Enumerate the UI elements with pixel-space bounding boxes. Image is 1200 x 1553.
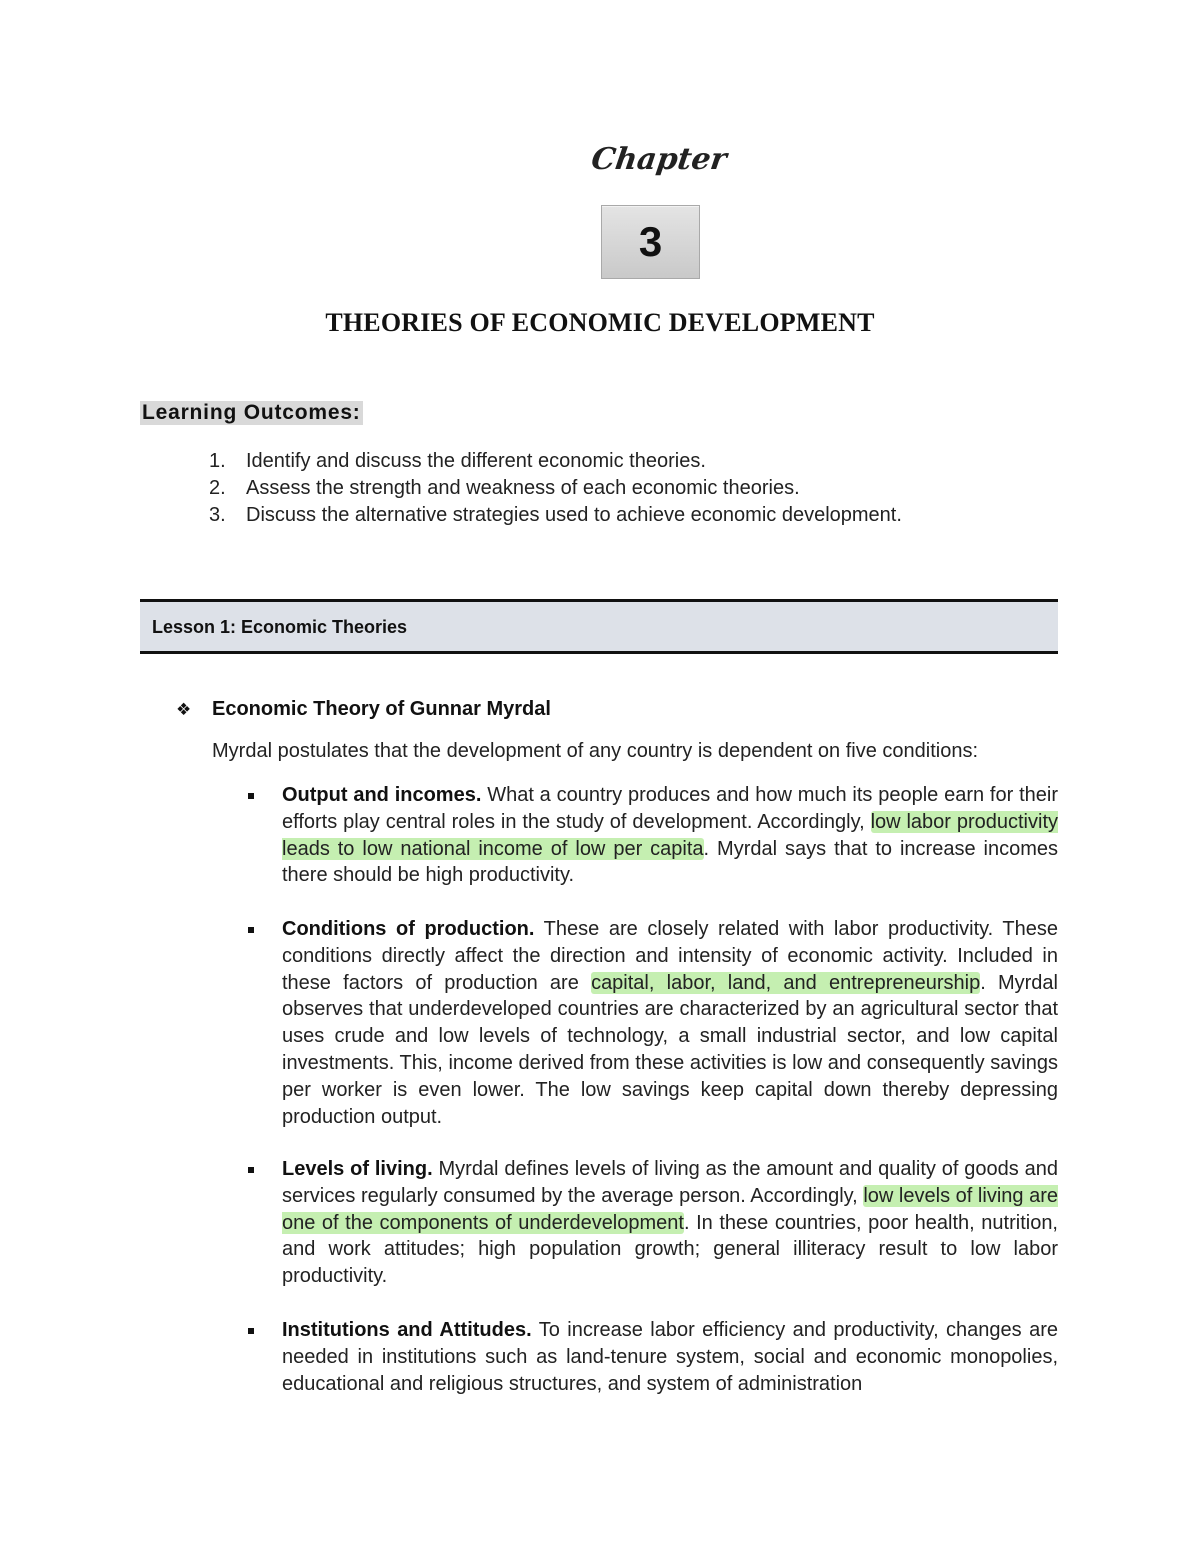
- list-text: Discuss the alternative strategies used to achieve economic development.: [246, 504, 902, 526]
- lesson-title: Lesson 1: Economic Theories: [152, 617, 408, 637]
- highlighted-text: low labor productivity leads to low national income of low per capita: [282, 810, 1058, 860]
- theory-heading: [176, 698, 551, 721]
- condition-text: . Myrdal observes that underdeveloped countries are characterized by an agricultural sector that uses crude and low levels of technology, a small industrial sector, and low capital investments. This, income derived from these activities is low and consequently savings per worker is even lower. The low savings keep capital down thereby depressing production output.: [282, 971, 1058, 1128]
- theory-intro: Myrdal postulates that the development of any country is dependent on five conditions:: [212, 740, 979, 762]
- square-bullet-icon: [248, 1167, 254, 1173]
- chapter-number-box: [601, 205, 700, 279]
- chapter-number: 3: [638, 218, 663, 265]
- square-bullet-icon: [248, 1328, 254, 1334]
- list-text: Assess the strength and weakness of each economic theories.: [246, 477, 800, 499]
- condition-term: Institutions and Attitudes.: [282, 1319, 532, 1341]
- theory-heading-text: Economic Theory of Gunnar Myrdal: [212, 698, 551, 720]
- condition-paragraph: [282, 1156, 1058, 1290]
- list-item: [209, 475, 902, 502]
- condition-term: Conditions of production.: [282, 918, 535, 940]
- list-item: [209, 448, 902, 475]
- chapter-label: Chapter: [589, 142, 729, 177]
- lesson-bar: [140, 599, 1058, 654]
- square-bullet-icon: [248, 927, 254, 933]
- learning-outcomes-heading: Learning Outcomes:: [142, 401, 361, 424]
- list-item: [209, 502, 902, 529]
- highlighted-text: low levels of living are one of the components of underdevelopment: [282, 1184, 1058, 1234]
- condition-text: To increase labor efficiency and productivity, changes are needed in institutions such as land-tenure system, social and economic monopolies, educational and religious structures, and system of administration: [282, 1319, 1058, 1395]
- condition-term: Levels of living.: [282, 1158, 433, 1180]
- condition-text: . Myrdal says that to increase incomes there should be high productivity.: [282, 837, 1059, 887]
- condition-paragraph: [282, 782, 1058, 889]
- condition-text: Myrdal defines levels of living as the amount and quality of goods and services regularly consumed by the average person. Accordingly,: [282, 1158, 1058, 1207]
- list-text: Identify and discuss the different economic theories.: [246, 450, 706, 472]
- square-bullet-icon: [248, 793, 254, 799]
- diamond-bullet-icon: ❖: [176, 700, 192, 719]
- learning-outcomes-list: [209, 448, 902, 529]
- condition-paragraph: [282, 1317, 1058, 1397]
- condition-paragraph: [282, 916, 1058, 1130]
- condition-text: What a country produces and how much its people earn for their efforts play central roles in the study of development. Accordingly,: [282, 784, 1058, 833]
- highlighted-text: capital, labor, land, and entrepreneurship: [591, 971, 981, 994]
- condition-term: Output and incomes.: [282, 784, 482, 806]
- condition-text: These are closely related with labor productivity. These conditions directly affect the direction and intensity of economic activity. Included in these factors of production are: [282, 918, 1058, 994]
- document-title: THEORIES OF ECONOMIC DEVELOPMENT: [325, 308, 875, 337]
- list-number: 3.: [209, 504, 226, 526]
- condition-text: . In these countries, poor health, nutrition, and work attitudes; high population growth; general illiteracy result to low labor productivity.: [282, 1211, 1058, 1288]
- list-number: 2.: [209, 477, 226, 499]
- list-number: 1.: [209, 450, 226, 472]
